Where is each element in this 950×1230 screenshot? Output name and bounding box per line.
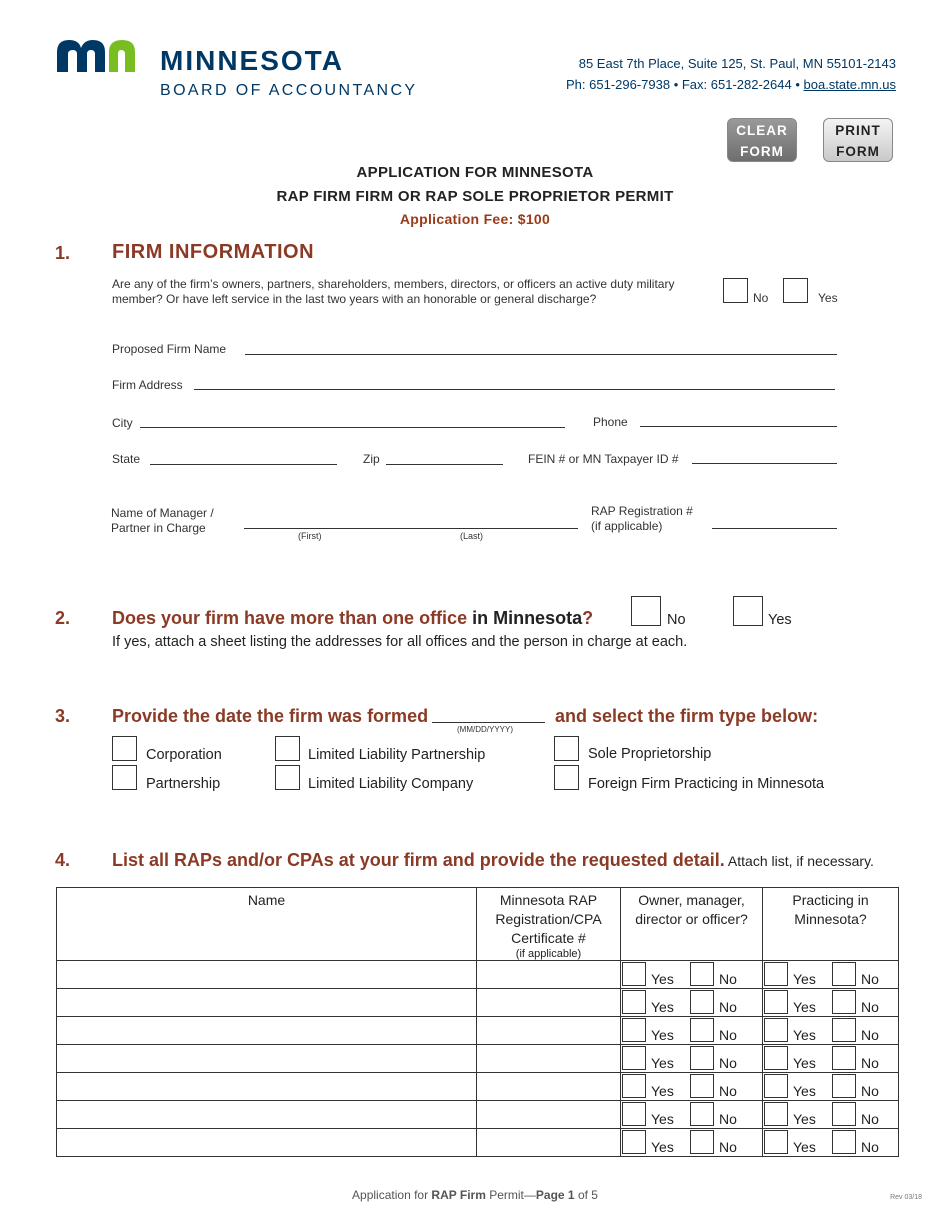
practicing-yes-checkbox[interactable] — [764, 1102, 788, 1126]
owner-no-checkbox[interactable] — [690, 1102, 714, 1126]
table-row — [57, 1017, 899, 1045]
owner-yes-label: Yes — [651, 1027, 674, 1043]
col-rap-line3: Certificate # — [511, 930, 586, 946]
owner-yes-checkbox[interactable] — [622, 1046, 646, 1070]
owner-no-label: No — [719, 1083, 737, 1099]
owner-no-checkbox[interactable] — [690, 1130, 714, 1154]
sole-proprietorship-label: Sole Proprietorship — [588, 746, 712, 762]
practicing-cell — [763, 1017, 899, 1045]
multi-office-yes-checkbox[interactable] — [733, 596, 763, 626]
col-rap-line2: Registration/CPA — [495, 911, 602, 927]
phone-label: Phone — [593, 415, 628, 429]
website-link[interactable]: boa.state.mn.us — [803, 77, 896, 92]
owner-no-label: No — [719, 1027, 737, 1043]
owner-no-checkbox[interactable] — [690, 1046, 714, 1070]
owner-yes-checkbox[interactable] — [622, 1018, 646, 1042]
practicing-choice — [763, 1045, 898, 1072]
name-cell[interactable] — [57, 1017, 477, 1045]
city-label: City — [112, 416, 133, 430]
owner-cell — [621, 1101, 763, 1129]
name-cell[interactable] — [57, 1129, 477, 1157]
col-owner-line1: Owner, manager, — [638, 892, 745, 908]
section1-number: 1. — [55, 243, 71, 263]
owner-no-label: No — [719, 1055, 737, 1071]
practicing-no-label: No — [861, 1111, 879, 1127]
owner-yes-label: Yes — [651, 1111, 674, 1127]
registration-cell[interactable] — [477, 1045, 621, 1073]
practicing-choice — [763, 1017, 898, 1044]
section1-title: FIRM INFORMATION — [112, 241, 315, 263]
registration-cell[interactable] — [477, 961, 621, 989]
practicing-yes-checkbox[interactable] — [764, 1018, 788, 1042]
rap-registration-label — [591, 504, 693, 534]
col-rap-line4: (if applicable) — [515, 948, 582, 960]
owner-cell — [621, 989, 763, 1017]
owner-choice — [621, 961, 762, 988]
practicing-choice — [763, 1073, 898, 1100]
table-row — [57, 1101, 899, 1129]
owner-choice — [621, 1101, 762, 1128]
phone-field[interactable] — [640, 426, 837, 427]
fein-field[interactable] — [692, 463, 837, 464]
practicing-yes-label: Yes — [793, 1027, 816, 1043]
section2-title-b: in Minnesota — [467, 608, 583, 628]
multi-office-note: If yes, attach a sheet listing the addresses for all offices and the person in charge at each. — [112, 634, 688, 650]
revision-date: Rev 03/18 — [890, 1194, 922, 1201]
military-yes-label: Yes — [818, 291, 838, 305]
owner-no-label: No — [719, 1111, 737, 1127]
owner-cell — [621, 961, 763, 989]
section4-title-text: List all RAPs and/or CPAs at your firm and provide the requested detail. — [112, 850, 725, 870]
owner-yes-label: Yes — [651, 1083, 674, 1099]
practicing-no-label: No — [861, 1139, 879, 1155]
registration-cell[interactable] — [477, 1073, 621, 1101]
firm-address-field[interactable] — [194, 389, 835, 390]
practicing-yes-checkbox[interactable] — [764, 962, 788, 986]
practicing-choice — [763, 1101, 898, 1128]
rap-registration-line1: RAP Registration # — [591, 504, 693, 518]
registration-cell[interactable] — [477, 989, 621, 1017]
form-title-line1: APPLICATION FOR MINNESOTA — [356, 164, 594, 181]
rap-cpa-table — [56, 887, 899, 1157]
foreign-firm-label: Foreign Firm Practicing in Minnesota — [588, 776, 825, 792]
owner-no-checkbox[interactable] — [690, 962, 714, 986]
col-name-header — [57, 888, 477, 961]
registration-cell[interactable] — [477, 1129, 621, 1157]
footer-mid: Permit— — [485, 1188, 536, 1202]
llp-checkbox[interactable] — [275, 736, 300, 761]
practicing-choice — [763, 989, 898, 1016]
practicing-cell — [763, 1129, 899, 1157]
owner-cell — [621, 1073, 763, 1101]
name-cell[interactable] — [57, 1045, 477, 1073]
state-field[interactable] — [150, 464, 337, 465]
foreign-firm-checkbox[interactable] — [554, 765, 579, 790]
section4-number: 4. — [55, 850, 71, 870]
page-footer — [0, 1188, 950, 1202]
footer-post: of 5 — [574, 1188, 598, 1202]
owner-yes-label: Yes — [651, 999, 674, 1015]
partnership-label: Partnership — [146, 776, 221, 792]
practicing-cell — [763, 961, 899, 989]
practicing-no-label: No — [861, 1027, 879, 1043]
practicing-yes-label: Yes — [793, 971, 816, 987]
practicing-no-checkbox[interactable] — [832, 1046, 856, 1070]
owner-no-label: No — [719, 1139, 737, 1155]
military-question — [112, 277, 674, 307]
firm-name-label: Proposed Firm Name — [112, 342, 227, 356]
footer-bold1: RAP Firm — [431, 1188, 486, 1202]
practicing-choice — [763, 961, 898, 988]
formation-date-field[interactable] — [432, 722, 545, 723]
section2-title-a: Does your firm have more than one office — [112, 608, 468, 628]
owner-yes-label: Yes — [651, 971, 674, 987]
firm-name-field[interactable] — [245, 354, 837, 355]
rap-registration-field[interactable] — [712, 528, 837, 529]
rap-registration-line2: (if applicable) — [591, 519, 663, 533]
logo-title: MINNESOTA — [160, 45, 344, 76]
logo-subtitle: BOARD OF ACCOUNTANCY — [160, 82, 418, 99]
owner-choice — [621, 1129, 762, 1156]
owner-yes-checkbox[interactable] — [622, 1102, 646, 1126]
owner-no-checkbox[interactable] — [690, 1074, 714, 1098]
clear-form-button[interactable] — [727, 118, 797, 162]
footer-pre: Application for — [352, 1188, 432, 1202]
practicing-no-label: No — [861, 1083, 879, 1099]
practicing-no-checkbox[interactable] — [832, 962, 856, 986]
owner-no-label: No — [719, 971, 737, 987]
military-yes-checkbox[interactable] — [783, 278, 808, 303]
llp-label: Limited Liability Partnership — [308, 747, 486, 763]
owner-choice — [621, 989, 762, 1016]
practicing-yes-label: Yes — [793, 999, 816, 1015]
owner-choice — [621, 1073, 762, 1100]
corporation-checkbox[interactable] — [112, 736, 137, 761]
table-row — [57, 1073, 899, 1101]
zip-field[interactable] — [386, 464, 503, 465]
corporation-label: Corporation — [146, 747, 222, 763]
table-row — [57, 1129, 899, 1157]
owner-choice — [621, 1045, 762, 1072]
section4-note: Attach list, if necessary. — [724, 853, 874, 869]
practicing-yes-label: Yes — [793, 1111, 816, 1127]
section4-title — [112, 850, 874, 871]
practicing-yes-checkbox[interactable] — [764, 990, 788, 1014]
print-form-label: PRINT FORM — [835, 123, 881, 159]
section2-title-c: ? — [582, 608, 594, 628]
owner-yes-checkbox[interactable] — [622, 1130, 646, 1154]
owner-no-label: No — [719, 999, 737, 1015]
practicing-cell — [763, 989, 899, 1017]
partnership-checkbox[interactable] — [112, 765, 137, 790]
date-format-hint: (MM/DD/YYYY) — [457, 725, 513, 734]
practicing-yes-checkbox[interactable] — [764, 1074, 788, 1098]
first-name-hint: (First) — [298, 531, 322, 541]
state-label: State — [112, 452, 141, 466]
practicing-yes-checkbox[interactable] — [764, 1130, 788, 1154]
application-fee: Application Fee: $100 — [399, 211, 551, 227]
section3-title-b: and select the firm type below: — [555, 706, 819, 726]
registration-cell[interactable] — [477, 1101, 621, 1129]
owner-yes-label: Yes — [651, 1055, 674, 1071]
table-row — [57, 961, 899, 989]
table-row — [57, 989, 899, 1017]
fein-label: FEIN # or MN Taxpayer ID # — [528, 452, 679, 466]
mn-logo-mark — [55, 38, 143, 74]
form-title-line2: RAP FIRM FIRM OR RAP SOLE PROPRIETOR PERMIT — [276, 188, 674, 205]
footer-bold2: Page 1 — [535, 1188, 575, 1202]
practicing-no-label: No — [861, 971, 879, 987]
owner-cell — [621, 1129, 763, 1157]
multi-office-yes-label: Yes — [768, 612, 792, 628]
table-body — [57, 961, 899, 1157]
col-mn-header — [763, 888, 899, 961]
multi-office-no-label: No — [667, 612, 686, 628]
section3-title-a: Provide the date the firm was formed — [112, 706, 429, 726]
practicing-choice — [763, 1129, 898, 1156]
clear-form-label: CLEAR FORM — [736, 123, 788, 159]
practicing-yes-label: Yes — [793, 1139, 816, 1155]
owner-no-checkbox[interactable] — [690, 990, 714, 1014]
name-cell[interactable] — [57, 961, 477, 989]
llc-label: Limited Liability Company — [308, 776, 474, 792]
col-mn-line2: Minnesota? — [794, 911, 867, 927]
col-rap-header — [477, 888, 621, 961]
practicing-yes-checkbox[interactable] — [764, 1046, 788, 1070]
practicing-cell — [763, 1073, 899, 1101]
name-cell[interactable] — [57, 1073, 477, 1101]
owner-cell — [621, 1045, 763, 1073]
practicing-yes-label: Yes — [793, 1055, 816, 1071]
practicing-no-checkbox[interactable] — [832, 1102, 856, 1126]
print-form-button[interactable] — [823, 118, 893, 162]
manager-name-field[interactable] — [244, 528, 578, 529]
address-line: 85 East 7th Place, Suite 125, St. Paul, MN 55101-2143 — [578, 56, 896, 71]
table-row — [57, 1045, 899, 1073]
manager-label — [111, 506, 214, 536]
military-question-line1: Are any of the firm’s owners, partners, shareholders, members, directors, or officers an active duty military — [112, 277, 675, 291]
practicing-no-checkbox[interactable] — [832, 1018, 856, 1042]
practicing-cell — [763, 1101, 899, 1129]
llc-checkbox[interactable] — [275, 765, 300, 790]
phone-fax-line — [566, 74, 896, 95]
owner-yes-checkbox[interactable] — [622, 990, 646, 1014]
col-owner-header — [621, 888, 763, 961]
multi-office-no-checkbox[interactable] — [631, 596, 661, 626]
owner-no-checkbox[interactable] — [690, 1018, 714, 1042]
col-rap-line1: Minnesota RAP — [499, 892, 598, 908]
military-question-line2: member? Or have left service in the last two years with an honorable or general discharge? — [112, 292, 597, 306]
contact-block — [566, 53, 896, 95]
name-cell[interactable] — [57, 1101, 477, 1129]
owner-yes-checkbox[interactable] — [622, 1074, 646, 1098]
registration-cell[interactable] — [477, 1017, 621, 1045]
name-cell[interactable] — [57, 989, 477, 1017]
phone-fax: Ph: 651-296-7938 • Fax: 651-282-2644 • — [566, 77, 800, 92]
practicing-cell — [763, 1045, 899, 1073]
col-owner-line2: director or officer? — [635, 911, 748, 927]
military-no-label: No — [753, 291, 769, 305]
last-name-hint: (Last) — [460, 531, 484, 541]
practicing-no-checkbox[interactable] — [832, 1074, 856, 1098]
firm-address-label: Firm Address — [112, 378, 183, 392]
practicing-no-checkbox[interactable] — [832, 990, 856, 1014]
section3-number: 3. — [55, 706, 71, 726]
owner-cell — [621, 1017, 763, 1045]
manager-label-line2: Partner in Charge — [111, 521, 206, 535]
owner-yes-checkbox[interactable] — [622, 962, 646, 986]
sole-proprietorship-checkbox[interactable] — [554, 736, 579, 761]
section2-number: 2. — [55, 608, 71, 628]
section2-title — [112, 608, 593, 629]
military-no-checkbox[interactable] — [723, 278, 748, 303]
practicing-no-checkbox[interactable] — [832, 1130, 856, 1154]
practicing-no-label: No — [861, 1055, 879, 1071]
col-name-label: Name — [247, 892, 286, 908]
zip-label: Zip — [363, 452, 380, 466]
practicing-yes-label: Yes — [793, 1083, 816, 1099]
table-header-row — [57, 888, 899, 961]
city-field[interactable] — [140, 427, 565, 428]
owner-yes-label: Yes — [651, 1139, 674, 1155]
col-mn-line1: Practicing in — [792, 892, 869, 908]
practicing-no-label: No — [861, 999, 879, 1015]
owner-choice — [621, 1017, 762, 1044]
manager-label-line1: Name of Manager / — [111, 506, 214, 520]
